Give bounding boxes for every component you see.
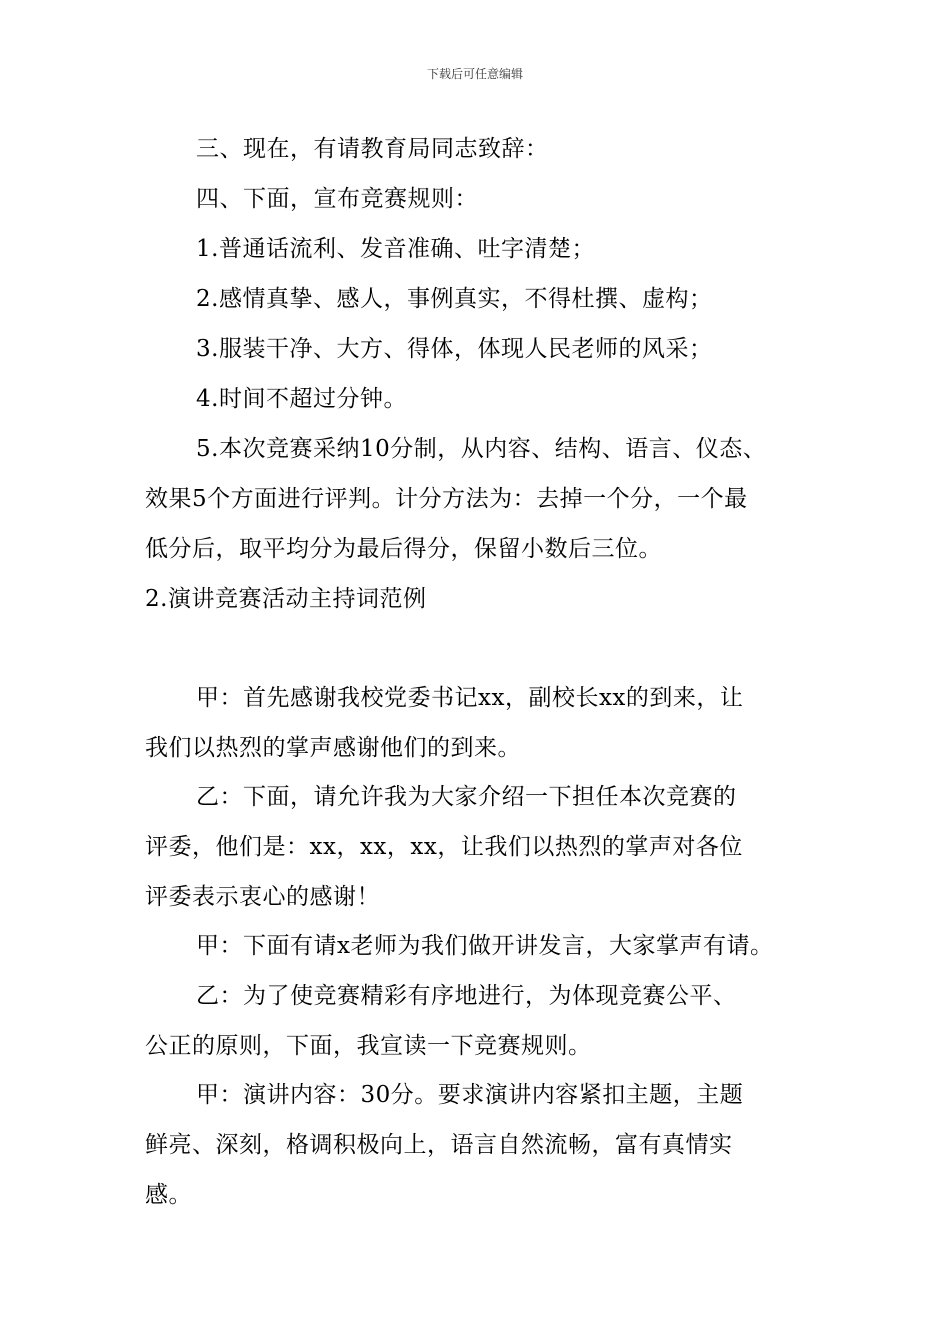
section-heading: 2.演讲竞赛活动主持词范例: [145, 586, 427, 612]
text-line: 效果5个方面进行评判。计分方法为：去掉一个分，一个最: [145, 486, 748, 512]
text-line: 1.普通话流利、发音准确、吐字清楚；: [196, 236, 595, 262]
text-line: 公正的原则，下面，我宣读一下竞赛规则。: [145, 1033, 592, 1059]
text-line: 感。: [145, 1182, 192, 1208]
text-line: 低分后，取平均分为最后得分，保留小数后三位。: [145, 536, 662, 562]
text-line: 乙：下面，请允许我为大家介绍一下担任本次竞赛的: [196, 784, 737, 810]
text-line: 三、现在，有请教育局同志致辞：: [196, 136, 549, 162]
text-line: 鲜亮、深刻，格调积极向上，语言自然流畅，富有真情实: [145, 1132, 733, 1158]
text-line: 5.本次竞赛采纳10分制，从内容、结构、语言、仪态、: [196, 436, 767, 462]
text-line: 甲：演讲内容：30分。要求演讲内容紧扣主题，主题: [196, 1082, 744, 1108]
text-line: 我们以热烈的掌声感谢他们的到来。: [145, 735, 521, 761]
page-header: 下载后可任意编辑: [426, 67, 523, 81]
text-line: 乙：为了使竞赛精彩有序地进行，为体现竞赛公平、: [196, 983, 737, 1009]
text-line: 甲：首先感谢我校党委书记xx，副校长xx的到来，让: [196, 685, 744, 711]
text-line: 四、下面，宣布竞赛规则：: [196, 186, 478, 212]
text-line: 3.服装干净、大方、得体，体现人民老师的风采；: [196, 336, 713, 362]
text-line: 甲：下面有请x老师为我们做开讲发言，大家掌声有请。: [196, 933, 774, 959]
text-line: 2.感情真挚、感人，事例真实，不得杜撰、虚构；: [196, 286, 713, 312]
text-line: 评委表示衷心的感谢！: [145, 884, 380, 910]
text-line: 评委，他们是：xx，xx，xx，让我们以热烈的掌声对各位: [145, 834, 743, 860]
text-line: 4.时间不超过分钟。: [196, 386, 407, 412]
